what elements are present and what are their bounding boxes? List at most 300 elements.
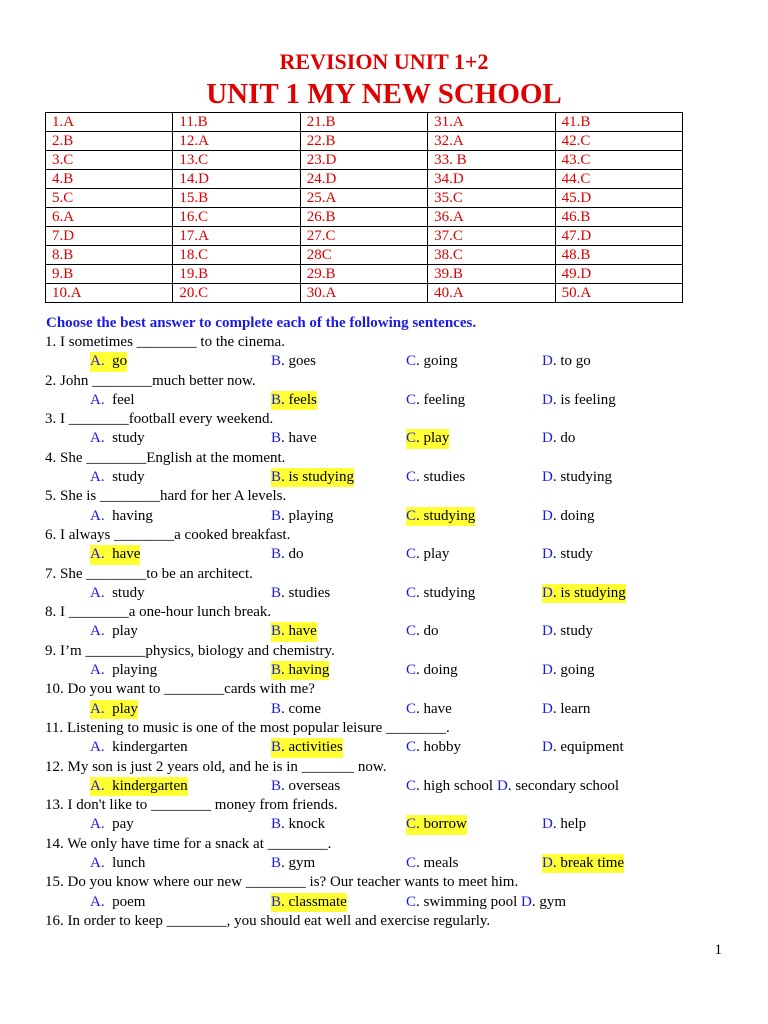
option-letter: D	[542, 469, 553, 486]
question-options	[45, 507, 745, 526]
option-letter: D	[542, 623, 553, 640]
option-text: study	[112, 469, 145, 486]
answer-key-cell: 23.D	[300, 151, 427, 170]
option-letter: B	[271, 353, 282, 370]
option-separator: .	[416, 546, 424, 563]
answer-key-cell: 47.D	[555, 227, 682, 246]
option-b	[271, 584, 330, 603]
option-letter: B	[271, 739, 282, 756]
option-separator: .	[416, 855, 424, 872]
option-letter: D	[542, 700, 553, 717]
option-b	[271, 468, 354, 487]
option-a	[90, 584, 145, 603]
option-letter: D	[542, 391, 553, 408]
option-letter: B	[271, 546, 282, 563]
option-text: play	[423, 430, 450, 447]
option-letter: D	[521, 893, 532, 910]
question-options	[45, 622, 745, 641]
option-c	[406, 893, 517, 912]
option-letter: A.	[90, 893, 105, 910]
option-separator: .	[281, 584, 289, 601]
option-letter: B	[271, 662, 282, 679]
option-text: do	[560, 430, 576, 447]
option-b	[271, 507, 334, 526]
question-options	[45, 815, 745, 834]
option-text: meals	[423, 855, 459, 872]
question-options	[45, 854, 745, 873]
question-options	[45, 429, 745, 448]
option-separator: .	[416, 816, 424, 833]
answer-key-cell: 46.B	[555, 208, 682, 227]
answer-key-row	[46, 189, 683, 208]
answer-key-cell: 10.A	[46, 284, 173, 303]
option-letter: C	[406, 855, 417, 872]
option-text: feel	[112, 391, 135, 408]
question-stem: 5. She is ________hard for her A levels.	[45, 488, 287, 505]
option-letter: B	[271, 507, 282, 524]
answer-key-cell: 7.D	[46, 227, 173, 246]
option-separator: .	[281, 662, 289, 679]
answer-key-cell: 16.C	[173, 208, 300, 227]
answer-key-cell: 50.A	[555, 284, 682, 303]
question-options	[45, 738, 745, 757]
option-text: is feeling	[560, 391, 616, 408]
option-c	[406, 854, 459, 873]
question-options	[45, 700, 745, 719]
option-separator: .	[416, 469, 424, 486]
option-text: equipment	[560, 739, 624, 756]
option-separator: .	[552, 469, 561, 486]
option-letter: C	[406, 777, 417, 794]
option-a	[90, 777, 188, 796]
option-separator: .	[416, 662, 424, 679]
answer-key-cell: 2.B	[46, 132, 173, 151]
answer-key-cell: 20.C	[173, 284, 300, 303]
option-text: have	[288, 623, 317, 640]
option-c	[406, 352, 458, 371]
option-letter: A.	[90, 546, 105, 563]
option-text: study	[112, 430, 145, 447]
page-title: REVISION UNIT 1+2	[279, 49, 489, 74]
question-list	[45, 333, 745, 931]
option-text: lunch	[112, 855, 146, 872]
option-separator: .	[552, 623, 561, 640]
option-b	[271, 545, 304, 564]
option-text: having	[288, 662, 330, 679]
option-letter: B	[271, 623, 282, 640]
option-separator	[105, 546, 113, 562]
option-separator: .	[281, 353, 289, 370]
option-a	[90, 893, 145, 912]
option-c	[406, 545, 449, 564]
option-letter: C	[406, 353, 417, 370]
option-separator: .	[416, 584, 424, 601]
option-text: doing	[560, 507, 595, 524]
option-text: kindergarten	[112, 777, 188, 794]
option-a	[90, 661, 157, 680]
answer-key-cell: 11.B	[173, 113, 300, 132]
option-separator: .	[281, 623, 289, 640]
option-b	[271, 622, 317, 641]
answer-key-cell: 8.B	[46, 246, 173, 265]
answer-key-cell: 24.D	[300, 170, 427, 189]
option-letter: D	[497, 777, 508, 794]
answer-key-cell: 37.C	[428, 227, 555, 246]
answer-key-cell: 22.B	[300, 132, 427, 151]
question-options	[45, 391, 745, 410]
option-letter: C	[406, 469, 417, 486]
option-d	[542, 815, 586, 834]
option-a	[90, 700, 138, 719]
option-separator: .	[416, 430, 424, 447]
option-b	[271, 893, 347, 912]
answer-key-row	[46, 208, 683, 227]
answer-key-cell: 27.C	[300, 227, 427, 246]
question-stem: 2. John ________much better now.	[45, 372, 256, 389]
option-separator: .	[416, 623, 424, 640]
option-text: study	[112, 584, 145, 601]
question-options	[45, 352, 745, 371]
option-text: play	[112, 623, 138, 640]
option-letter: D	[542, 662, 553, 679]
option-text: high school	[423, 777, 494, 794]
option-separator: .	[281, 507, 289, 524]
answer-key-cell: 44.C	[555, 170, 682, 189]
option-letter: B	[271, 855, 282, 872]
option-b	[271, 352, 316, 371]
answer-key-cell: 49.D	[555, 265, 682, 284]
option-letter: B	[271, 700, 282, 717]
option-letter: A.	[90, 855, 105, 872]
question-options	[45, 777, 745, 796]
question-options	[45, 584, 745, 603]
answer-key-row	[46, 246, 683, 265]
option-separator	[105, 855, 113, 871]
option-b	[271, 854, 315, 873]
option-d	[542, 391, 616, 410]
option-a	[90, 429, 145, 448]
option-separator: .	[531, 893, 540, 910]
answer-key-cell: 18.C	[173, 246, 300, 265]
option-text: to go	[560, 353, 591, 370]
option-c	[406, 622, 439, 641]
answer-key-row	[46, 227, 683, 246]
option-separator	[105, 623, 113, 639]
question-stem: 11. Listening to music is one of the most popular leisure ________.	[45, 719, 450, 736]
option-d	[521, 893, 566, 912]
answer-key-cell: 14.D	[173, 170, 300, 189]
option-d	[542, 545, 593, 564]
option-separator: .	[281, 700, 289, 717]
answer-key-row	[46, 132, 683, 151]
answer-key-cell: 38.C	[428, 246, 555, 265]
question-stem: 1. I sometimes ________ to the cinema.	[45, 334, 285, 350]
answer-key-cell: 48.B	[555, 246, 682, 265]
answer-key-cell: 40.A	[428, 284, 555, 303]
option-separator: .	[281, 855, 289, 872]
question-stem: 3. I ________football every weekend.	[45, 411, 274, 428]
option-text: do	[423, 623, 439, 640]
option-letter: B	[271, 816, 282, 833]
option-d	[542, 700, 590, 719]
option-letter: D	[542, 584, 553, 601]
option-separator: .	[281, 469, 289, 486]
option-d	[497, 777, 619, 796]
question-stem: 10. Do you want to ________cards with me?	[45, 681, 315, 698]
option-letter: D	[542, 430, 553, 447]
answer-key-cell: 6.A	[46, 208, 173, 227]
option-separator: .	[281, 739, 289, 756]
option-text: studying	[560, 469, 613, 486]
option-letter: A.	[90, 353, 105, 370]
answer-key-cell: 42.C	[555, 132, 682, 151]
option-c	[406, 429, 449, 448]
option-letter: A.	[90, 507, 105, 524]
option-b	[271, 700, 321, 719]
option-separator: .	[416, 700, 424, 717]
option-separator: .	[552, 507, 561, 524]
option-letter: B	[271, 584, 282, 601]
option-d	[542, 622, 593, 641]
question-stem: 9. I’m ________physics, biology and chemistry.	[45, 642, 335, 659]
option-text: have	[423, 700, 452, 717]
option-separator: .	[507, 777, 516, 794]
option-separator	[105, 816, 113, 832]
answer-key-cell: 33. B	[428, 151, 555, 170]
answer-key-cell: 13.C	[173, 151, 300, 170]
question-stem: 8. I ________a one-hour lunch break.	[45, 604, 272, 621]
option-separator: .	[416, 739, 424, 756]
option-separator	[105, 392, 113, 408]
option-a	[90, 622, 138, 641]
option-text: study	[560, 546, 593, 563]
option-text: help	[560, 816, 587, 833]
option-c	[406, 777, 493, 796]
option-a	[90, 815, 134, 834]
option-d	[542, 352, 591, 371]
option-letter: A.	[90, 584, 105, 601]
option-letter: A.	[90, 391, 105, 408]
option-text: activities	[288, 739, 343, 756]
option-text: gym	[539, 893, 567, 910]
option-letter: C	[406, 546, 417, 563]
answer-key-row	[46, 265, 683, 284]
option-separator: .	[552, 430, 561, 447]
option-b	[271, 429, 317, 448]
option-text: play	[423, 546, 450, 563]
option-text: going	[560, 662, 595, 679]
option-letter: A.	[90, 777, 105, 794]
option-letter: A.	[90, 623, 105, 640]
option-text: learn	[560, 700, 591, 717]
option-c	[406, 507, 475, 526]
option-text: go	[112, 353, 128, 370]
answer-key-cell: 15.B	[173, 189, 300, 208]
option-separator: .	[552, 816, 561, 833]
option-separator: .	[416, 777, 424, 794]
option-b	[271, 391, 317, 410]
option-separator: .	[281, 391, 289, 408]
question-stem: 6. I always ________a cooked breakfast.	[45, 526, 291, 543]
answer-key-cell: 21.B	[300, 113, 427, 132]
option-text: playing	[288, 507, 334, 524]
option-b	[271, 777, 340, 796]
option-b	[271, 738, 343, 757]
option-separator	[105, 662, 113, 678]
answer-key-cell: 4.B	[46, 170, 173, 189]
option-separator: .	[552, 584, 561, 601]
option-letter: A.	[90, 469, 105, 486]
option-separator: .	[552, 353, 561, 370]
option-separator	[105, 739, 113, 755]
option-separator	[105, 469, 113, 485]
option-text: feels	[288, 391, 317, 408]
option-text: pay	[112, 816, 134, 833]
option-text: have	[112, 546, 141, 563]
answer-key-row	[46, 170, 683, 189]
option-text: gym	[288, 855, 316, 872]
option-text: classmate	[288, 893, 347, 910]
option-separator: .	[281, 816, 289, 833]
option-letter: C	[406, 893, 417, 910]
option-letter: C	[406, 662, 417, 679]
answer-key-cell: 1.A	[46, 113, 173, 132]
answer-key-row	[46, 151, 683, 170]
option-text: feeling	[423, 391, 466, 408]
option-text: come	[288, 700, 321, 717]
option-letter: B	[271, 430, 282, 447]
answer-key-cell: 41.B	[555, 113, 682, 132]
answer-key-cell: 3.C	[46, 151, 173, 170]
option-separator	[105, 353, 113, 369]
option-separator: .	[281, 893, 289, 910]
question-options	[45, 468, 745, 487]
option-letter: C	[406, 816, 417, 833]
option-separator	[105, 894, 113, 910]
option-c	[406, 661, 458, 680]
option-letter: D	[542, 507, 553, 524]
option-text: goes	[288, 353, 317, 370]
option-text: have	[288, 430, 317, 447]
option-text: having	[112, 507, 153, 524]
option-letter: A.	[90, 662, 105, 679]
option-text: study	[560, 623, 593, 640]
option-text: studying	[423, 584, 476, 601]
option-a	[90, 468, 145, 487]
option-a	[90, 507, 153, 526]
option-letter: C	[406, 739, 417, 756]
option-c	[406, 468, 465, 487]
option-separator	[105, 430, 113, 446]
option-d	[542, 661, 595, 680]
option-letter: A.	[90, 816, 105, 833]
option-c	[406, 391, 465, 410]
option-text: swimming pool	[423, 893, 518, 910]
answer-key-cell: 5.C	[46, 189, 173, 208]
option-d	[542, 468, 612, 487]
option-letter: D	[542, 739, 553, 756]
option-separator: .	[552, 700, 561, 717]
option-text: play	[112, 700, 138, 717]
question-stem: 7. She ________to be an architect.	[45, 565, 253, 582]
answer-key-cell: 29.B	[300, 265, 427, 284]
page-number: 1	[714, 942, 722, 958]
option-separator	[105, 701, 113, 717]
option-text: is studying	[288, 469, 354, 486]
option-d	[542, 507, 595, 526]
option-c	[406, 738, 461, 757]
option-d	[542, 854, 624, 873]
answer-key-cell: 9.B	[46, 265, 173, 284]
option-separator: .	[416, 353, 424, 370]
option-separator	[105, 778, 113, 794]
option-letter: C	[406, 430, 417, 447]
option-letter: D	[542, 353, 553, 370]
option-letter: D	[542, 855, 553, 872]
option-b	[271, 661, 329, 680]
option-letter: B	[271, 777, 282, 794]
option-a	[90, 854, 145, 873]
option-separator: .	[416, 893, 424, 910]
question-stem: 12. My son is just 2 years old, and he is in _______ now.	[45, 758, 387, 775]
option-text: knock	[288, 816, 326, 833]
option-d	[542, 738, 624, 757]
answer-key-row	[46, 284, 683, 303]
option-text: overseas	[288, 777, 341, 794]
answer-key-cell: 39.B	[428, 265, 555, 284]
option-letter: D	[542, 816, 553, 833]
option-c	[406, 700, 452, 719]
question-options	[45, 545, 745, 564]
option-separator: .	[281, 430, 289, 447]
answer-key-table	[45, 112, 683, 303]
question-stem: 13. I don't like to ________ money from friends.	[45, 797, 338, 814]
option-text: studies	[288, 584, 331, 601]
option-c	[406, 815, 467, 834]
option-text: break time	[560, 855, 625, 872]
option-separator: .	[416, 391, 424, 408]
option-text: borrow	[423, 816, 467, 833]
option-letter: A.	[90, 739, 105, 756]
answer-key-cell: 31.A	[428, 113, 555, 132]
option-separator	[105, 508, 113, 524]
option-separator: .	[552, 391, 561, 408]
option-separator	[105, 585, 113, 601]
option-letter: C	[406, 507, 417, 524]
option-a	[90, 352, 127, 371]
answer-key-cell: 32.A	[428, 132, 555, 151]
question-stem: 15. Do you know where our new ________ is? Our teacher wants to meet him.	[45, 874, 519, 891]
option-b	[271, 815, 325, 834]
option-separator: .	[552, 662, 561, 679]
option-d	[542, 429, 575, 448]
option-separator: .	[552, 855, 561, 872]
unit-title: UNIT 1 MY NEW SCHOOL	[206, 78, 562, 110]
option-text: playing	[112, 662, 158, 679]
answer-key-cell: 36.A	[428, 208, 555, 227]
answer-key-cell: 28C	[300, 246, 427, 265]
option-text: going	[423, 353, 458, 370]
option-separator: .	[281, 546, 289, 563]
option-letter: C	[406, 584, 417, 601]
option-letter: A.	[90, 430, 105, 447]
answer-key-cell: 43.C	[555, 151, 682, 170]
option-c	[406, 584, 475, 603]
option-text: poem	[112, 893, 146, 910]
option-text: kindergarten	[112, 739, 188, 756]
answer-key-cell: 45.D	[555, 189, 682, 208]
option-separator: .	[281, 777, 289, 794]
